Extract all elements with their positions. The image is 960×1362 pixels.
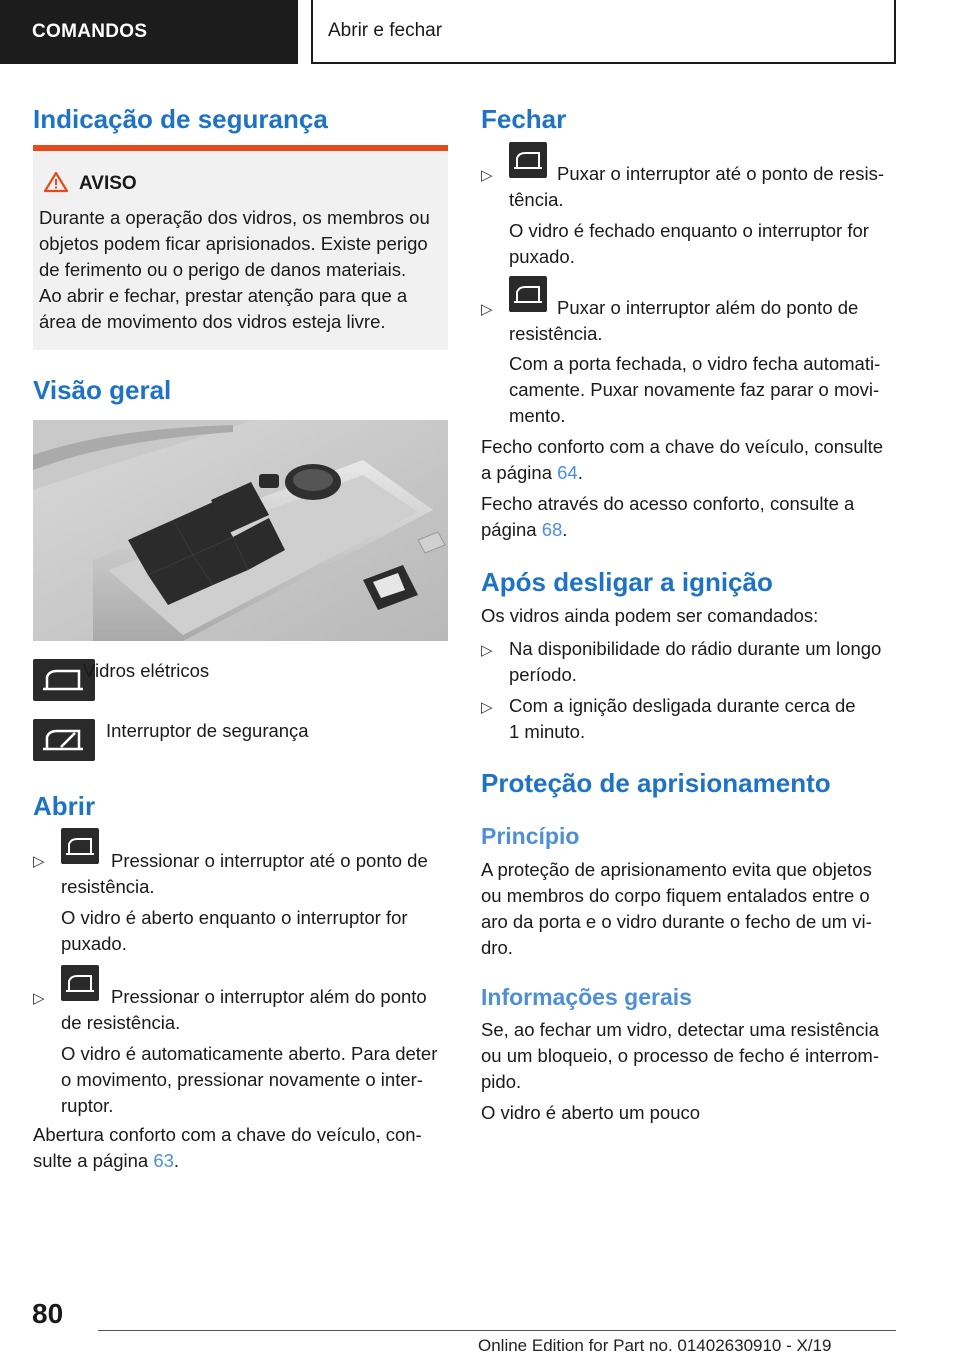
warning-line: Durante a operação dos vidros, os membros ou (39, 207, 430, 228)
warning-text (39, 205, 444, 335)
legend-safety-switch: Interruptor de segurança (106, 720, 309, 741)
principle-text (481, 857, 872, 961)
text-fragment: sulte a página (33, 1150, 154, 1171)
close-comfort-access-text (481, 491, 854, 543)
text-line: mento. (509, 405, 566, 426)
overview-heading: Visão geral (33, 375, 172, 405)
text-line: dro. (481, 937, 513, 958)
text-line: pido. (481, 1071, 522, 1092)
chapter-tab (311, 0, 896, 64)
text-line (33, 1148, 422, 1174)
window-switch-panel-photo (33, 420, 448, 641)
list-bullet: ▷ (481, 301, 493, 318)
close-comfort-key-text (481, 434, 883, 486)
close-item-1-first: Puxar o interruptor até o ponto de resis- (557, 163, 885, 184)
warning-line: área de movimento dos vidros esteja livre. (39, 311, 386, 332)
chapter-label: Abrir e fechar (328, 20, 443, 41)
close-item-1-rest: tência. (509, 189, 564, 210)
close-item-1-sub (509, 218, 869, 270)
text-line: puxado. (61, 933, 127, 954)
legend-power-windows: Vidros elétricos (83, 660, 210, 681)
close-item-2-first: Puxar o interruptor além do ponto de (557, 297, 859, 318)
close-item-2-rest: resistência. (509, 323, 603, 344)
general-info-heading: Informações gerais (481, 984, 692, 1010)
text-line: A proteção de aprisionamento evita que objetos (481, 859, 872, 880)
list-bullet: ▷ (481, 642, 493, 659)
text-line: Com a porta fechada, o vidro fecha automati- (509, 353, 881, 374)
text-fragment: . (577, 462, 583, 483)
open-item-2-first: Pressionar o interruptor além do ponto (111, 986, 427, 1007)
close-item-2-sub (509, 351, 880, 429)
after-ignition-heading: Após desligar a ignição (481, 567, 773, 597)
text-line (481, 460, 883, 486)
text-line: camente. Puxar novamente faz parar o movi- (509, 379, 880, 400)
footer-edition: Online Edition for Part no. 01402630910 - X/19 (478, 1336, 832, 1355)
text-line: ou um bloqueio, o processo de fecho é interrom- (481, 1045, 879, 1066)
text-fragment: a página (481, 462, 558, 483)
page-number: 80 (32, 1298, 64, 1329)
general-info-last: O vidro é aberto um pouco (481, 1102, 701, 1123)
text-fragment: . (173, 1150, 180, 1171)
text-line: Fecho conforto com a chave do veículo, consulte (481, 436, 884, 457)
power-window-icon (61, 965, 99, 1001)
text-line (481, 517, 854, 543)
open-item-2-sub (61, 1041, 437, 1119)
safety-heading: Indicação de segurança (33, 104, 328, 134)
list-bullet: ▷ (481, 167, 493, 184)
list-bullet: ▷ (33, 990, 45, 1007)
text-line: ruptor. (61, 1095, 114, 1116)
protection-heading: Proteção de aprisionamento (481, 768, 831, 798)
text-line: Na disponibilidade do rádio durante um longo (509, 638, 882, 659)
text-line: puxado. (509, 246, 575, 267)
warning-line: de ferimento ou o perigo de danos materiais. (39, 259, 407, 280)
after-ignition-intro: Os vidros ainda podem ser comandados: (481, 605, 819, 626)
warning-title: AVISO (79, 173, 137, 194)
after-item-1 (509, 636, 881, 688)
open-item-1-first: Pressionar o interruptor até o ponto de (111, 850, 428, 871)
open-item-1-rest: resistência. (61, 876, 155, 897)
open-item-1-sub (61, 905, 408, 957)
page-link-64[interactable]: 64 (557, 462, 578, 483)
warning-triangle-icon (43, 171, 69, 193)
text-line: Fecho através do acesso conforto, consulte a (481, 493, 855, 514)
text-line: período. (509, 664, 577, 685)
text-line: Com a ignição desligada durante cerca de (509, 695, 856, 716)
text-line: O vidro é fechado enquanto o interruptor for (509, 220, 869, 241)
warning-line: Ao abrir e fechar, prestar atenção para que a (39, 285, 408, 306)
open-item-2-rest: de resistência. (61, 1012, 181, 1033)
text-line: ou membros do corpo fiquem entalados entre o (481, 885, 870, 906)
section-label: COMANDOS (32, 21, 148, 42)
text-line: o movimento, pressionar novamente o inter- (61, 1069, 423, 1090)
text-fragment: . (562, 519, 568, 540)
page-link-63[interactable]: 63 (153, 1150, 174, 1171)
text-line: aro da porta e o vidro durante o fecho de um vi- (481, 911, 872, 932)
warning-line: objetos podem ficar aprisionados. Existe perigo (39, 233, 428, 254)
page-link-68[interactable]: 68 (541, 519, 563, 540)
text-line: Abertura conforto com a chave do veículo, con- (33, 1124, 422, 1145)
close-heading: Fechar (481, 104, 567, 134)
warning-box (33, 145, 448, 350)
text-line: Se, ao fechar um vidro, detectar uma resistência (481, 1019, 879, 1040)
power-window-icon (509, 276, 547, 312)
section-tab (0, 0, 298, 64)
open-comfort-text (33, 1122, 422, 1174)
safety-switch-icon (33, 719, 95, 761)
text-fragment: página (481, 519, 542, 540)
list-bullet: ▷ (481, 699, 493, 716)
principle-heading: Princípio (481, 823, 580, 849)
power-window-icon (509, 142, 547, 178)
list-bullet: ▷ (33, 853, 45, 870)
text-line: 1 minuto. (509, 721, 586, 742)
text-line: O vidro é automaticamente aberto. Para deter (61, 1043, 438, 1064)
power-window-icon (61, 828, 99, 864)
footer-divider (98, 1330, 896, 1331)
open-heading: Abrir (33, 791, 96, 821)
general-info-text (481, 1017, 879, 1095)
after-item-2 (509, 693, 856, 745)
text-line: O vidro é aberto enquanto o interruptor for (61, 907, 408, 928)
